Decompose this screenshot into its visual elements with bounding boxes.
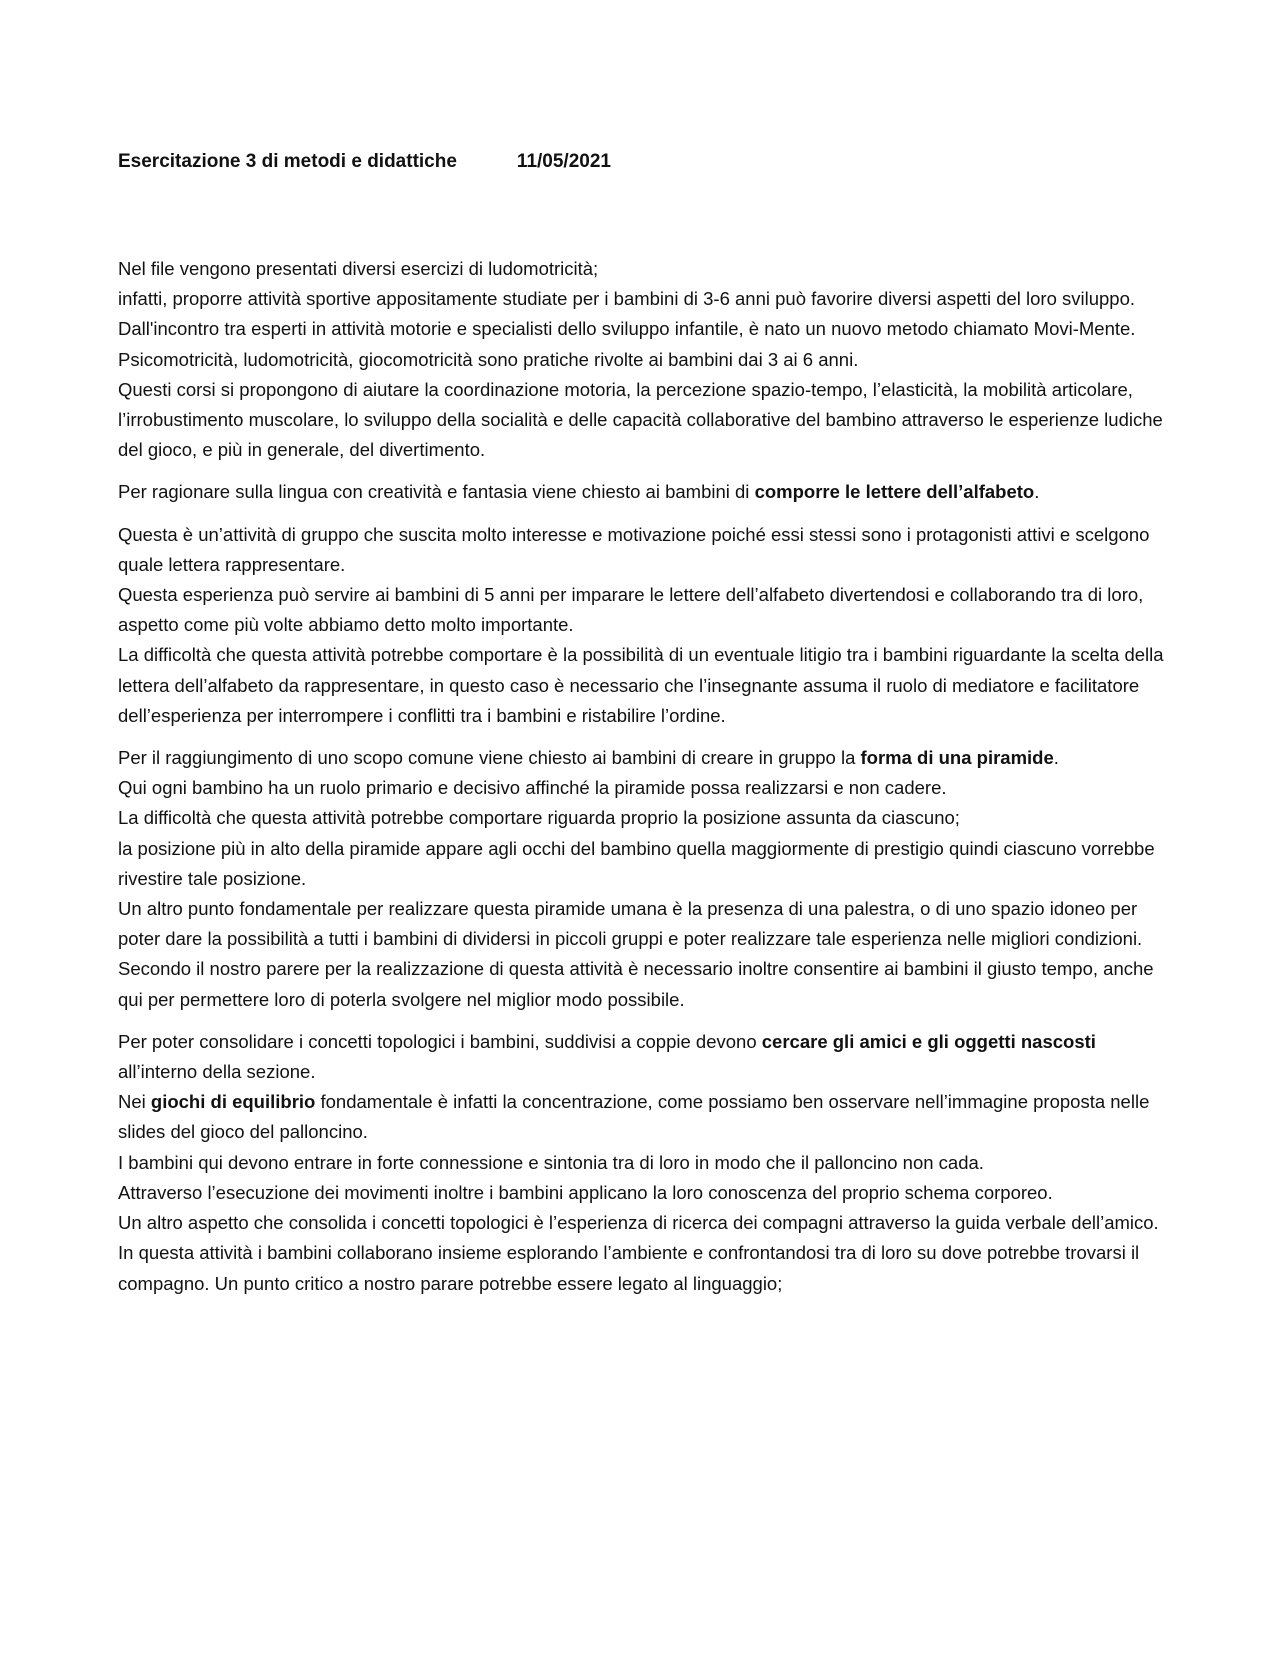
emphasis-text: giochi di equilibrio [150, 1091, 316, 1113]
text-line: La difficoltà che questa attività potrebbe comportare riguarda proprio la posizione assunta da ciascuno; [118, 807, 960, 829]
emphasis-text: forma di una piramide [860, 747, 1054, 769]
text-line: infatti, proporre attività sportive appositamente studiate per i bambini di 3-6 anni può favorire diversi aspetti del loro sviluppo. [118, 288, 1136, 310]
document-page [118, 148, 1168, 1311]
text-line: all’interno della sezione. [118, 1061, 316, 1083]
text-line: Attraverso l’esecuzione dei movimenti inoltre i bambini applicano la loro conoscenza del proprio schema corporeo. [118, 1181, 1053, 1203]
punctuation: . [1053, 747, 1059, 769]
document-header [118, 148, 1168, 176]
text-line: Questa è un’attività di gruppo che suscita molto interesse e motivazione poiché essi stessi sono i protagonisti attivi e scelgono quale lettera rappresentare. [118, 523, 1150, 575]
emphasis-text: comporre le lettere dell’alfabeto [754, 481, 1035, 503]
text-line: Psicomotricità, ludomotricità, giocomotricità sono pratiche rivolte ai bambini dai 3 ai 6 anni. [118, 348, 859, 370]
text-line: Per il raggiungimento di uno scopo comune viene chiesto ai bambini di creare in gruppo la [118, 747, 861, 769]
text-line: Questa esperienza può servire ai bambini di 5 anni per imparare le lettere dell’alfabeto divertendosi e collaborando tra di loro, aspetto come più volte abbiamo detto molto importante. [118, 584, 1144, 636]
text-line: Qui ogni bambino ha un ruolo primario e decisivo affinché la piramide possa realizzarsi e non cadere. [118, 777, 947, 799]
paragraph-pyramid [118, 743, 1168, 1015]
paragraph-alphabet [118, 477, 1168, 507]
paragraph-alphabet-details [118, 520, 1168, 731]
paragraph-topology [118, 1027, 1168, 1299]
text-line: Per poter consolidare i concetti topologici i bambini, suddivisi a coppie devono [118, 1030, 762, 1052]
text-line: Questi corsi si propongono di aiutare la coordinazione motoria, la percezione spazio-tempo, l’elasticità, la mobilità articolare, l’irrobustimento muscolare, lo sviluppo della socialità e delle capacità collaborative del bambino attraverso le esperienze ludiche del gioco, e più in generale, del divertimento. [118, 378, 1163, 461]
text-line: La difficoltà che questa attività potrebbe comportare è la possibilità di un eventuale litigio tra i bambini riguardante la scelta della lettera dell’alfabeto da rappresentare, in questo caso è necessario che l’insegnante assuma il ruolo di mediatore e facilitatore dell’esperienza per interrompere i conflitti tra i bambini e ristabilire l’ordine. [118, 644, 1164, 726]
text-line: fondamentale è infatti la concentrazione, come possiamo ben osservare nell’immagine proposta nelle slides del gioco del palloncino. [118, 1091, 1150, 1143]
text-line: Secondo il nostro parere per la realizzazione di questa attività è necessario inoltre consentire ai bambini il giusto tempo, anche qui per permettere loro di poterla svolgere nel miglior modo possibile. [118, 958, 1154, 1010]
text-line: Per ragionare sulla lingua con creatività e fantasia viene chiesto ai bambini di [118, 481, 755, 503]
text-line: Nei [118, 1091, 151, 1113]
text-line: la posizione più in alto della piramide appare agli occhi del bambino quella maggiormente di prestigio quindi ciascuno vorrebbe rivestire tale posizione. [118, 837, 1155, 889]
document-body [118, 254, 1168, 1299]
paragraph-intro [118, 254, 1168, 465]
document-title: Esercitazione 3 di metodi e didattiche [118, 151, 457, 172]
text-line: Dall'incontro tra esperti in attività motorie e specialisti dello sviluppo infantile, è nato un nuovo metodo chiamato Movi-Mente. [118, 318, 1136, 340]
punctuation: . [1034, 481, 1040, 503]
text-line: Un altro aspetto che consolida i concetti topologici è l’esperienza di ricerca dei compagni attraverso la guida verbale dell’amico. [118, 1212, 1159, 1234]
text-line: I bambini qui devono entrare in forte connessione e sintonia tra di loro in modo che il palloncino non cada. [118, 1151, 984, 1173]
document-date: 11/05/2021 [516, 151, 611, 172]
emphasis-text: cercare gli amici e gli oggetti nascosti [761, 1030, 1096, 1052]
text-line: Nel file vengono presentati diversi esercizi di ludomotricità; [118, 258, 599, 279]
text-line: Un altro punto fondamentale per realizzare questa piramide umana è la presenza di una palestra, o di uno spazio idoneo per poter dare la possibilità a tutti i bambini di dividersi in piccoli gruppi e poter realizzare tale esperienza nelle migliori condizioni. [118, 898, 1143, 950]
text-line: In questa attività i bambini collaborano insieme esplorando l’ambiente e confrontandosi tra di loro su dove potrebbe trovarsi il compagno. Un punto critico a nostro parare potrebbe essere legato al linguaggio; [118, 1242, 1140, 1294]
